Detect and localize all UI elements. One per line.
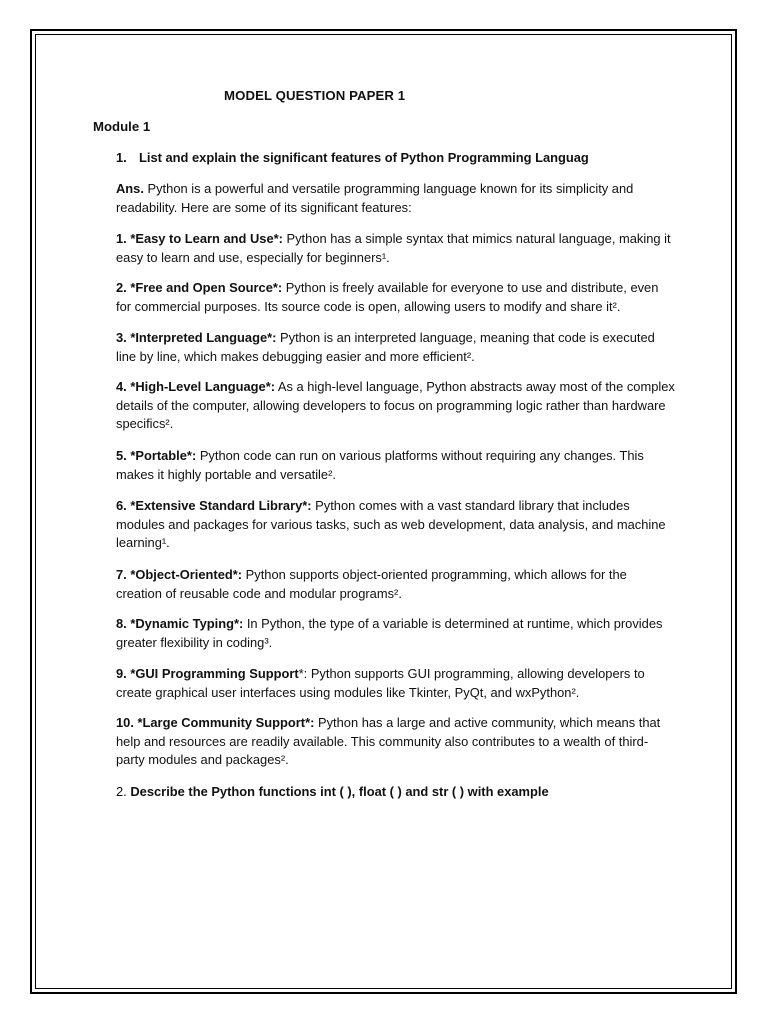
feature-9 bbox=[116, 665, 676, 702]
feature-1-heading: 1. *Easy to Learn and Use*: bbox=[116, 231, 283, 246]
feature-3-text: Python is an interpreted language, meaning that code is executed line by line, which makes debugging easier and more efficient². bbox=[116, 330, 655, 364]
answer-intro bbox=[116, 180, 676, 217]
feature-4-heading: 4. *High-Level Language*: bbox=[116, 379, 276, 394]
feature-1-text: Python has a simple syntax that mimics natural language, making it easy to learn and use, especially for beginners¹. bbox=[116, 231, 671, 265]
feature-3 bbox=[116, 329, 676, 366]
feature-6 bbox=[116, 497, 676, 553]
question-2 bbox=[116, 784, 549, 799]
feature-9-text: *: Python supports GUI programming, allowing developers to create graphical user interfaces using modules like Tkinter, PyQt, and wxPython². bbox=[116, 666, 645, 700]
feature-7-text: Python supports object-oriented programming, which allows for the creation of reusable code and modular programs². bbox=[116, 567, 627, 601]
feature-9-heading: 9. *GUI Programming Support bbox=[116, 666, 299, 681]
feature-5-heading: 5. *Portable*: bbox=[116, 448, 197, 463]
feature-4-text: As a high-level language, Python abstracts away most of the complex details of the computer, allowing developers to focus on programming logic rather than hardware specifics². bbox=[116, 379, 675, 431]
feature-5 bbox=[116, 447, 676, 484]
question-1-text: List and explain the significant features of Python Programming Languag bbox=[139, 150, 589, 165]
question-2-number: 2. bbox=[116, 784, 127, 799]
feature-2 bbox=[116, 279, 676, 316]
question-1 bbox=[116, 150, 589, 165]
feature-4 bbox=[116, 378, 676, 434]
feature-7 bbox=[116, 566, 676, 603]
answer-text: Python is a powerful and versatile programming language known for its simplicity and readability. Here are some of its significant features: bbox=[116, 181, 634, 215]
feature-10-heading: 10. *Large Community Support*: bbox=[116, 715, 315, 730]
feature-8 bbox=[116, 615, 676, 652]
feature-5-text: Python code can run on various platforms without requiring any changes. This makes it highly portable and versatile². bbox=[116, 448, 644, 482]
module-heading: Module 1 bbox=[93, 119, 151, 134]
feature-2-heading: 2. *Free and Open Source*: bbox=[116, 280, 283, 295]
feature-3-heading: 3. *Interpreted Language*: bbox=[116, 330, 277, 345]
feature-2-text: Python is freely available for everyone to use and distribute, even for commercial purposes. Its source code is open, allowing users to modify and share it². bbox=[116, 280, 659, 314]
feature-6-heading: 6. *Extensive Standard Library*: bbox=[116, 498, 312, 513]
question-1-number: 1. bbox=[116, 150, 127, 165]
feature-7-heading: 7. *Object-Oriented*: bbox=[116, 567, 243, 582]
feature-10 bbox=[116, 714, 676, 770]
feature-8-text: In Python, the type of a variable is determined at runtime, which provides greater flexibility in coding³. bbox=[116, 616, 663, 650]
page-title: MODEL QUESTION PAPER 1 bbox=[224, 88, 406, 103]
question-2-text: Describe the Python functions int ( ), float ( ) and str ( ) with example bbox=[130, 784, 549, 799]
feature-10-text: Python has a large and active community, which means that help and resources are readily available. This community also contributes to a wealth of third-party modules and packages². bbox=[116, 715, 661, 767]
answer-label: Ans. bbox=[116, 181, 144, 196]
feature-6-text: Python comes with a vast standard library that includes modules and packages for various tasks, such as web development, data analysis, and machine learning¹. bbox=[116, 498, 666, 550]
feature-1 bbox=[116, 230, 676, 267]
feature-8-heading: 8. *Dynamic Typing*: bbox=[116, 616, 244, 631]
